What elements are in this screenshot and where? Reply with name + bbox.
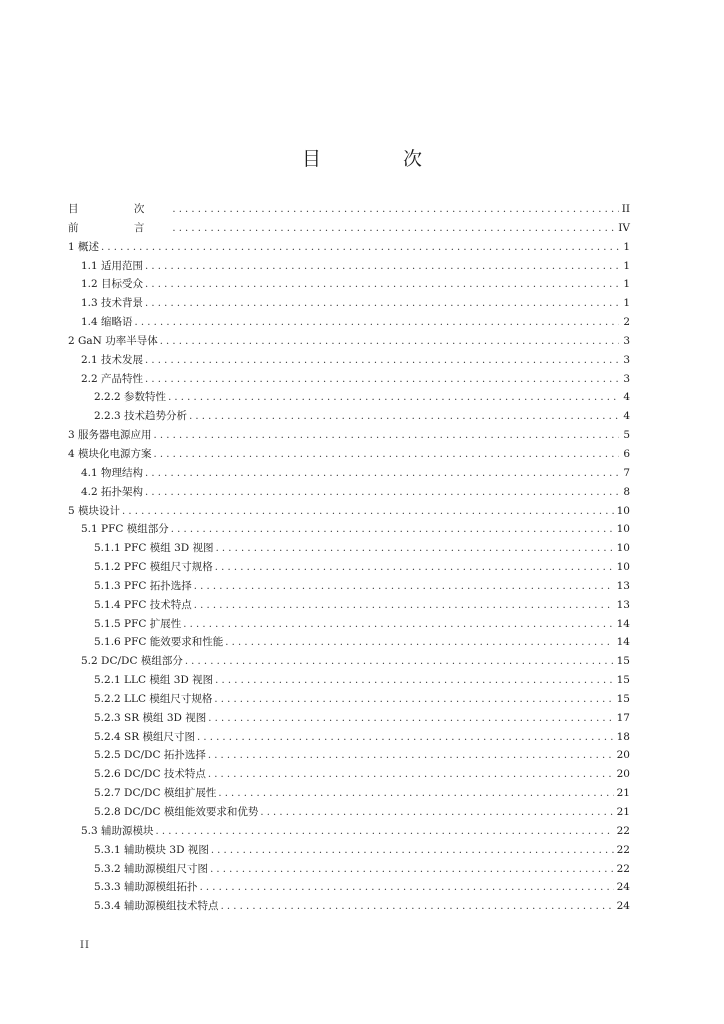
toc-entry-label: 5.1.5 PFC 扩展性 (94, 615, 183, 634)
toc-leader-dots (208, 710, 613, 729)
toc-entry-label: 5.1.3 PFC 拓扑选择 (94, 577, 194, 596)
toc-leader-dots (194, 597, 614, 616)
toc-entry-page: 22 (616, 843, 630, 856)
toc-entry-page: 10 (616, 523, 630, 536)
toc-entry-page: 7 (623, 466, 630, 479)
footer-page-number: II (80, 940, 90, 951)
toc-entry-page: 2 (623, 316, 630, 329)
toc-entry-page: 1 (623, 278, 630, 291)
toc-leader-dots (154, 446, 619, 465)
toc-entry[interactable] (68, 483, 630, 502)
toc-entry[interactable] (68, 332, 630, 351)
toc-entry-label: 5.2.1 LLC 模组 3D 视图 (94, 671, 215, 690)
toc-leader-dots (208, 747, 614, 766)
toc-entry-page: 4 (623, 391, 630, 404)
toc-entry-page: 13 (616, 598, 630, 611)
toc-leader-dots (122, 503, 614, 522)
toc-leader-dots (216, 540, 614, 559)
toc-entry[interactable] (68, 219, 630, 238)
toc-entry[interactable] (68, 784, 630, 803)
toc-entry-page: 20 (616, 768, 630, 781)
toc-entry-label: 3 服务器电源应用 (68, 426, 154, 445)
toc-leader-dots (145, 295, 619, 314)
toc-entry[interactable] (68, 690, 630, 709)
toc-entry[interactable] (68, 294, 630, 313)
toc-entry[interactable] (68, 860, 630, 879)
toc-entry-page: 4 (623, 410, 630, 423)
toc-entry[interactable] (68, 728, 630, 747)
toc-leader-dots (185, 653, 614, 672)
toc-entry-label: 5.3.1 辅助模块 3D 视图 (94, 841, 211, 860)
toc-leader-dots (135, 314, 619, 333)
toc-entry[interactable] (68, 633, 630, 652)
toc-entry-page: 18 (616, 730, 630, 743)
toc-entry-page: 3 (623, 372, 630, 385)
toc-leader-dots (214, 691, 613, 710)
toc-entry-label: 5.1.6 PFC 能效要求和性能 (94, 633, 225, 652)
toc-entry-label: 5.2.6 DC/DC 技术特点 (94, 765, 208, 784)
toc-entry-page: 14 (616, 636, 630, 649)
toc-entry-page: 10 (616, 542, 630, 555)
toc-entry-page: 24 (616, 900, 630, 913)
toc-entry-page: 1 (623, 240, 630, 253)
toc-entry-page: 1 (623, 259, 630, 272)
toc-entry-page: 22 (616, 862, 630, 875)
toc-entry-label: 5.1.1 PFC 模组 3D 视图 (94, 539, 216, 558)
toc-leader-dots (200, 879, 614, 898)
toc-entry-page: 1 (623, 297, 630, 310)
toc-entry[interactable] (68, 257, 630, 276)
toc-entry-page: 10 (616, 561, 630, 574)
toc-entry-label: 5.2.3 SR 模组 3D 视图 (94, 709, 208, 728)
toc-entry-label: 5.2.8 DC/DC 模组能效要求和优势 (94, 803, 260, 822)
toc-entry-page: 22 (616, 824, 630, 837)
toc-leader-dots (171, 521, 614, 540)
toc-entry-label: 5.2.4 SR 模组尺寸图 (94, 728, 197, 747)
toc-leader-dots (172, 220, 615, 239)
toc-entry[interactable] (68, 897, 630, 916)
toc-leader-dots (145, 276, 619, 295)
toc-entry-label: 5.3.3 辅助源模组拓扑 (94, 878, 200, 897)
toc-entry-label: 前 言 (68, 219, 172, 238)
toc-entry[interactable] (68, 275, 630, 294)
toc-leader-dots (145, 258, 619, 277)
toc-leader-dots (189, 408, 619, 427)
toc-entry-label: 目 次 (68, 200, 172, 219)
toc-entry-label: 2.1 技术发展 (81, 351, 145, 370)
toc-entry-page: 3 (623, 353, 630, 366)
toc-entry-page: 5 (623, 429, 630, 442)
toc-entry[interactable] (68, 351, 630, 370)
toc-leader-dots (211, 842, 614, 861)
toc-leader-dots (215, 559, 614, 578)
toc-entry-label: 4.1 物理结构 (81, 464, 145, 483)
toc-leader-dots (197, 729, 614, 748)
toc-entry[interactable] (68, 803, 630, 822)
toc-leader-dots (194, 578, 614, 597)
toc-entry-label: 5.2.2 LLC 模组尺寸规格 (94, 690, 214, 709)
toc-entry[interactable] (68, 709, 630, 728)
toc-entry[interactable] (68, 539, 630, 558)
toc-leader-dots (183, 616, 613, 635)
toc-entry[interactable] (68, 502, 630, 521)
toc-entry-page: 21 (616, 787, 630, 800)
toc-leader-dots (154, 427, 619, 446)
toc-leader-dots (145, 371, 619, 390)
toc-entry-page: II (621, 203, 630, 215)
toc-entry-page: 6 (623, 447, 630, 460)
toc-entry-label: 1.3 技术背景 (81, 294, 145, 313)
toc-leader-dots (208, 766, 614, 785)
toc-leader-dots (260, 804, 613, 823)
toc-entry[interactable] (68, 238, 630, 257)
toc-leader-dots (145, 465, 619, 484)
toc-leader-dots (218, 785, 613, 804)
toc-leader-dots (101, 239, 619, 258)
toc-entry-page: 21 (616, 806, 630, 818)
toc-entry[interactable] (68, 313, 630, 332)
toc-entry-page: 15 (616, 674, 630, 687)
toc-entry-page: 3 (623, 334, 630, 347)
table-of-contents (68, 200, 630, 916)
toc-entry[interactable] (68, 822, 630, 841)
toc-entry[interactable] (68, 878, 630, 897)
toc-entry-label: 5.3 辅助源模块 (81, 822, 156, 841)
toc-entry[interactable] (68, 615, 630, 634)
toc-entry-label: 2.2 产品特性 (81, 370, 145, 389)
toc-entry-page: 10 (616, 504, 630, 517)
toc-entry-page: 15 (616, 655, 630, 668)
toc-entry-page: IV (618, 221, 630, 234)
toc-entry[interactable] (68, 407, 630, 426)
toc-entry-label: 5.2.5 DC/DC 拓扑选择 (94, 746, 208, 765)
toc-entry-page: 20 (616, 749, 630, 762)
toc-leader-dots (221, 898, 614, 917)
toc-entry-page: 15 (616, 692, 630, 705)
toc-entry-page: 8 (623, 485, 630, 498)
toc-entry-label: 5.1.2 PFC 模组尺寸规格 (94, 558, 215, 577)
toc-entry[interactable] (68, 652, 630, 671)
toc-entry[interactable] (68, 558, 630, 577)
toc-entry-page: 14 (616, 617, 630, 630)
toc-entry-label: 2.2.2 参数特性 (94, 388, 168, 407)
page-title: 目 次 (301, 148, 461, 170)
toc-entry[interactable] (68, 765, 630, 784)
toc-entry[interactable] (68, 388, 630, 407)
toc-leader-dots (210, 861, 614, 880)
toc-leader-dots (145, 484, 619, 503)
toc-leader-dots (215, 672, 613, 691)
toc-entry[interactable] (68, 464, 630, 483)
toc-entry-label: 4.2 拓扑架构 (81, 483, 145, 502)
toc-entry[interactable] (68, 746, 630, 765)
toc-entry-label: 5.3.2 辅助源模组尺寸图 (94, 860, 210, 879)
toc-entry[interactable] (68, 445, 630, 464)
toc-entry-page: 13 (616, 579, 630, 592)
toc-entry[interactable] (68, 426, 630, 445)
toc-leader-dots (145, 352, 619, 371)
toc-entry[interactable] (68, 841, 630, 860)
toc-leader-dots (160, 333, 619, 352)
toc-entry[interactable] (68, 577, 630, 596)
toc-entry-label: 5.1.4 PFC 技术特点 (94, 596, 194, 615)
toc-entry-page: 24 (616, 881, 630, 894)
toc-entry-label: 5.1 PFC 模组部分 (81, 520, 171, 539)
toc-entry-label: 1 概述 (68, 238, 101, 257)
toc-entry[interactable] (68, 370, 630, 389)
toc-entry-label: 5.2 DC/DC 模组部分 (81, 652, 185, 671)
toc-leader-dots (156, 823, 614, 842)
toc-entry-label: 5.2.7 DC/DC 模组扩展性 (94, 784, 218, 803)
toc-entry-label: 2.2.3 技术趋势分析 (94, 407, 189, 426)
toc-entry[interactable] (68, 520, 630, 539)
toc-entry-page: 17 (616, 711, 630, 724)
toc-entry-label: 5.3.4 辅助源模组技术特点 (94, 897, 221, 916)
toc-leader-dots (168, 389, 619, 408)
toc-entry[interactable] (68, 596, 630, 615)
toc-entry-label: 5 模块设计 (68, 502, 122, 521)
toc-entry-label: 1.2 目标受众 (81, 275, 145, 294)
toc-entry-label: 4 模块化电源方案 (68, 445, 154, 464)
toc-entry-label: 1.1 适用范围 (81, 257, 145, 276)
toc-leader-dots (172, 201, 618, 220)
toc-entry-label: 1.4 缩略语 (81, 313, 135, 332)
toc-leader-dots (225, 634, 613, 653)
toc-entry[interactable] (68, 671, 630, 690)
toc-entry-label: 2 GaN 功率半导体 (68, 332, 160, 351)
toc-entry[interactable] (68, 200, 630, 219)
